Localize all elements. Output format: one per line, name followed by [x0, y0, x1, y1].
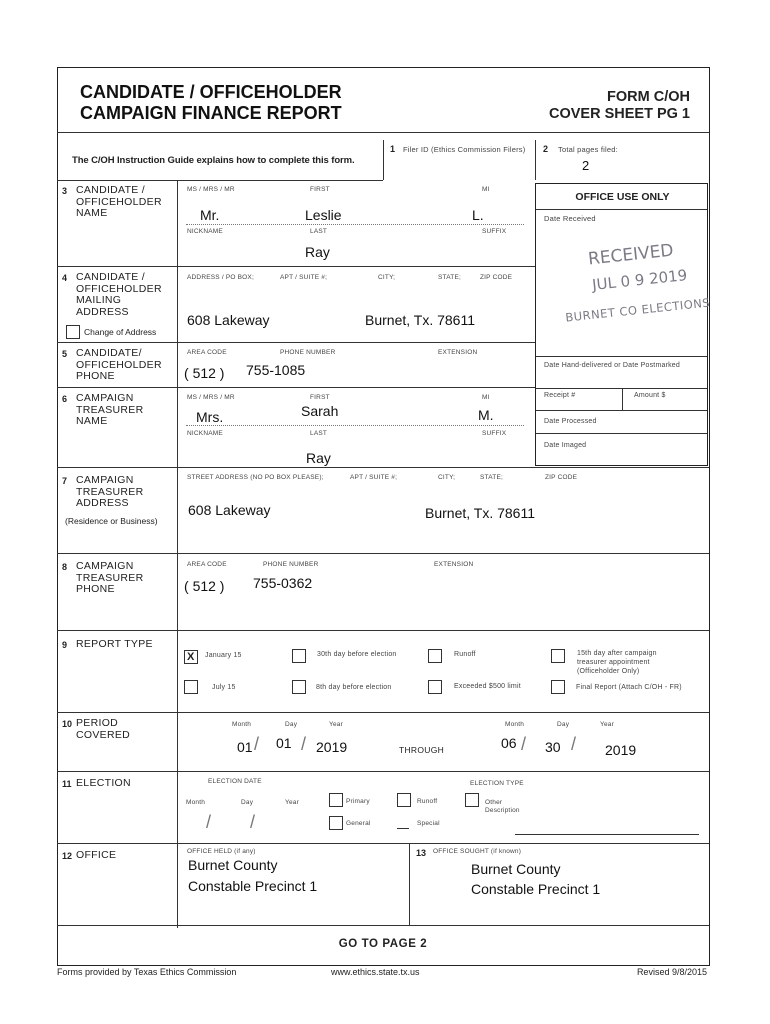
first-header: FIRST [310, 394, 330, 401]
divider [409, 843, 410, 925]
label-line: NAME [76, 415, 108, 427]
suffix-header: SUFFIX [482, 430, 507, 437]
section-number: 3 [62, 186, 68, 196]
label-line: TREASURER [76, 571, 144, 584]
month-header: Month [186, 799, 206, 806]
office-use-title: OFFICE USE ONLY [575, 191, 670, 203]
label-line: Other [485, 799, 503, 806]
office-sought-line1[interactable]: Burnet County [471, 861, 561, 877]
extension-header: EXTENSION [438, 349, 478, 356]
label-line: CANDIDATE/ [76, 347, 142, 359]
divider [177, 180, 178, 928]
date-slash: / [250, 812, 256, 832]
candidate-address[interactable]: 608 Lakeway [187, 312, 270, 328]
section-number: 9 [62, 640, 68, 650]
label-line: NAME [76, 207, 108, 219]
divider [57, 342, 535, 343]
month-header: Month [232, 721, 252, 728]
mailing-address-label [76, 272, 162, 318]
period-from-year[interactable]: 2019 [316, 739, 348, 755]
divider [57, 266, 535, 267]
divider [57, 771, 709, 772]
change-of-address-label: Change of Address [84, 327, 157, 337]
section-number: 8 [62, 562, 68, 572]
apt-header: APT / SUITE #; [350, 474, 398, 481]
divider [57, 467, 709, 468]
candidate-first-name[interactable]: Leslie [305, 207, 342, 223]
15th-day-label [577, 649, 657, 676]
day-header: Day [557, 721, 570, 728]
period-from-month[interactable]: 01 [237, 739, 253, 755]
instructions-note: The C/OH Instruction Guide explains how to complete this form. [72, 155, 355, 166]
address-header: ADDRESS / PO BOX; [187, 274, 254, 281]
office-sought-header: OFFICE SOUGHT (if known) [433, 848, 522, 855]
section-number: 6 [62, 394, 68, 404]
label-line: MAILING [76, 294, 122, 306]
exceeded-limit-label: Exceeded $500 limit [454, 683, 521, 690]
period-from-day[interactable]: 01 [276, 735, 292, 751]
label-line: OFFICEHOLDER [76, 195, 162, 208]
primary-label: Primary [346, 798, 370, 805]
report-type-label: REPORT TYPE [76, 638, 153, 650]
general-label: General [346, 820, 371, 827]
received-stamp-date: JUL 0 9 2019 [591, 266, 689, 294]
mi-header: MI [482, 186, 490, 193]
election-runoff-checkbox[interactable] [397, 793, 411, 807]
july-15-checkbox[interactable] [184, 680, 198, 694]
section-number: 4 [62, 273, 68, 283]
dotted-line [186, 425, 524, 426]
treasurer-mi[interactable]: M. [478, 407, 494, 423]
final-report-label: Final Report (Attach C/OH - FR) [576, 684, 682, 691]
candidate-phone-number[interactable]: 755-1085 [246, 362, 306, 378]
july-15-label: July 15 [212, 684, 236, 691]
phone-header: PHONE NUMBER [263, 561, 319, 568]
office-held-line2[interactable]: Constable Precinct 1 [188, 878, 318, 894]
period-to-day[interactable]: 30 [545, 739, 561, 755]
state-header: STATE; [438, 274, 461, 281]
year-header: Year [329, 721, 343, 728]
form-subtitle: COVER SHEET PG 1 [548, 106, 690, 122]
treasurer-address-label [76, 475, 143, 510]
15th-day-checkbox[interactable] [551, 649, 565, 663]
runoff-checkbox[interactable] [428, 649, 442, 663]
mi-header: MI [482, 394, 490, 401]
8th-day-label: 8th day before election [316, 684, 392, 691]
label-line: TREASURER [76, 485, 144, 498]
total-pages-label: Total pages filed: [558, 145, 618, 154]
received-stamp: RECEIVED [587, 240, 675, 270]
office-held-line1[interactable]: Burnet County [188, 857, 278, 873]
treasurer-name-label [76, 393, 143, 428]
treasurer-area-code[interactable]: ( 512 ) [184, 578, 225, 594]
label-line: ADDRESS [76, 305, 129, 318]
office-label: OFFICE [76, 849, 117, 861]
election-runoff-label: Runoff [417, 798, 438, 805]
january-15-label: January 15 [205, 652, 242, 659]
label-line: OFFICEHOLDER [76, 358, 162, 371]
divider [622, 388, 623, 410]
date-slash: / [571, 734, 577, 754]
label-line: PERIOD [76, 717, 119, 729]
footer-url[interactable]: www.ethics.state.tx.us [331, 967, 420, 977]
phone-header: PHONE NUMBER [280, 349, 336, 356]
title-header: MS / MRS / MR [187, 394, 235, 401]
date-slash: / [254, 734, 260, 754]
label-line: Description [485, 807, 520, 814]
candidate-city-state-zip[interactable]: Burnet, Tx. 78611 [365, 312, 475, 328]
other-description-line[interactable] [515, 834, 699, 835]
through-label: THROUGH [399, 745, 445, 755]
section-number: 7 [62, 476, 68, 486]
divider [535, 140, 536, 180]
filer-id-field[interactable] [400, 160, 530, 174]
label-line: CAMPAIGN [76, 474, 134, 486]
label-line: CANDIDATE / [76, 271, 146, 283]
nickname-header: NICKNAME [187, 228, 223, 235]
day-header: Day [285, 721, 298, 728]
form-id: FORM C/OH [607, 89, 690, 105]
footer-revised: Revised 9/8/2015 [636, 967, 707, 977]
other-label [485, 799, 520, 815]
treasurer-city-state-zip[interactable]: Burnet, Tx. 78611 [425, 505, 535, 521]
city-header: CITY; [378, 274, 396, 281]
candidate-mi[interactable]: L. [472, 207, 484, 223]
area-code-value: 512 [192, 578, 216, 594]
exceeded-limit-checkbox[interactable] [428, 680, 442, 694]
divider [57, 712, 709, 713]
section-number: 13 [416, 848, 427, 858]
final-report-checkbox[interactable] [551, 680, 565, 694]
received-stamp-office: BURNET CO ELECTIONS [564, 295, 711, 325]
label-line: COVERED [76, 728, 131, 741]
general-checkbox[interactable] [329, 816, 343, 830]
divider [536, 356, 707, 357]
label-line: PHONE [76, 583, 115, 595]
divider [536, 209, 707, 210]
30-day-checkbox[interactable] [292, 649, 306, 663]
section-number: 5 [62, 349, 68, 359]
period-to-year[interactable]: 2019 [605, 742, 637, 758]
label-line: CAMPAIGN [76, 560, 134, 572]
total-pages-value[interactable]: 2 [582, 158, 590, 173]
divider [536, 433, 707, 434]
divider [57, 843, 709, 844]
divider [383, 140, 384, 180]
divider [57, 630, 709, 631]
candidate-title[interactable]: Mr. [200, 207, 220, 223]
label-line: ADDRESS [76, 497, 129, 509]
section-number: 11 [62, 779, 72, 789]
state-header: STATE; [480, 474, 503, 481]
zip-header: ZIP CODE [480, 274, 513, 281]
election-label: ELECTION [76, 777, 131, 789]
candidate-last-name[interactable]: Ray [305, 244, 330, 260]
date-slash: / [206, 812, 212, 832]
30-day-label: 30th day before election [317, 651, 397, 658]
candidate-area-code[interactable]: ( 512 ) [184, 365, 225, 381]
label-line: TREASURER [76, 403, 144, 416]
last-header: LAST [310, 430, 328, 437]
period-to-month[interactable]: 06 [501, 735, 517, 751]
divider [57, 925, 709, 926]
month-header: Month [505, 721, 525, 728]
first-header: FIRST [310, 186, 330, 193]
primary-checkbox[interactable] [329, 793, 343, 807]
extension-header: EXTENSION [434, 561, 474, 568]
street-header: STREET ADDRESS (NO PO BOX PLEASE); [187, 474, 324, 481]
residence-note: (Residence or Business) [65, 516, 158, 526]
filer-id-label: Filer ID (Ethics Commission Filers) [403, 145, 526, 154]
last-header: LAST [310, 228, 328, 235]
receipt-label: Receipt # [544, 392, 576, 399]
area-code-header: AREA CODE [187, 349, 227, 356]
election-type-header: ELECTION TYPE [470, 780, 524, 787]
day-header: Day [241, 799, 254, 806]
change-of-address-checkbox[interactable] [66, 325, 80, 339]
divider [57, 387, 535, 388]
treasurer-last-name[interactable]: Ray [306, 450, 331, 466]
date-slash: / [301, 734, 307, 754]
area-code-value: 512 [192, 365, 216, 381]
suffix-header: SUFFIX [482, 228, 507, 235]
treasurer-first-name[interactable]: Sarah [301, 403, 339, 419]
special-label: Special [417, 820, 440, 827]
city-header: CITY; [438, 474, 456, 481]
date-slash: / [521, 734, 527, 754]
label-line: (Officeholder Only) [577, 668, 640, 675]
candidate-name-label [76, 185, 162, 220]
section-number: 12 [62, 851, 73, 861]
section-number: 10 [62, 719, 73, 729]
divider [536, 410, 707, 411]
date-imaged-label: Date Imaged [544, 442, 587, 449]
label-line: CAMPAIGN [76, 392, 134, 404]
divider [57, 553, 709, 554]
january-15-mark: X [187, 651, 195, 663]
area-code-header: AREA CODE [187, 561, 227, 568]
apt-header: APT / SUITE #; [280, 274, 328, 281]
divider [57, 180, 383, 181]
treasurer-phone-number[interactable]: 755-0362 [253, 575, 313, 591]
dotted-line [186, 224, 524, 225]
title-header: MS / MRS / MR [187, 186, 235, 193]
label-line: treasurer appointment [577, 659, 650, 666]
divider [57, 132, 709, 133]
office-sought-line2[interactable]: Constable Precinct 1 [471, 881, 601, 897]
year-header: Year [285, 799, 299, 806]
period-covered-label [76, 718, 130, 741]
hand-delivered-label: Date Hand-delivered or Date Postmarked [544, 362, 680, 369]
8th-day-checkbox[interactable] [292, 680, 306, 694]
date-processed-label: Date Processed [544, 418, 597, 425]
section-number: 2 [543, 144, 549, 154]
go-to-page-2: GO TO PAGE 2 [338, 938, 428, 950]
special-checkbox[interactable] [397, 816, 409, 829]
treasurer-title[interactable]: Mrs. [196, 409, 224, 425]
label-line: CANDIDATE / [76, 184, 146, 196]
year-header: Year [600, 721, 614, 728]
label-line: 15th day after campaign [577, 650, 657, 657]
office-held-header: OFFICE HELD (if any) [187, 848, 256, 855]
form-title-line2: CAMPAIGN FINANCE REPORT [80, 103, 342, 123]
zip-header: ZIP CODE [545, 474, 578, 481]
election-date-header: ELECTION DATE [208, 778, 262, 785]
section-number: 1 [390, 144, 396, 154]
treasurer-phone-label [76, 561, 143, 596]
nickname-header: NICKNAME [187, 430, 223, 437]
footer-left: Forms provided by Texas Ethics Commission [57, 967, 237, 977]
other-checkbox[interactable] [465, 793, 479, 807]
treasurer-address[interactable]: 608 Lakeway [188, 502, 271, 518]
label-line: OFFICEHOLDER [76, 282, 162, 295]
date-received-label: Date Received [544, 214, 596, 223]
runoff-label: Runoff [454, 651, 476, 658]
candidate-phone-label [76, 348, 162, 383]
amount-label: Amount $ [634, 392, 666, 399]
form-title-line1: CANDIDATE / OFFICEHOLDER [80, 82, 342, 102]
label-line: PHONE [76, 370, 115, 382]
